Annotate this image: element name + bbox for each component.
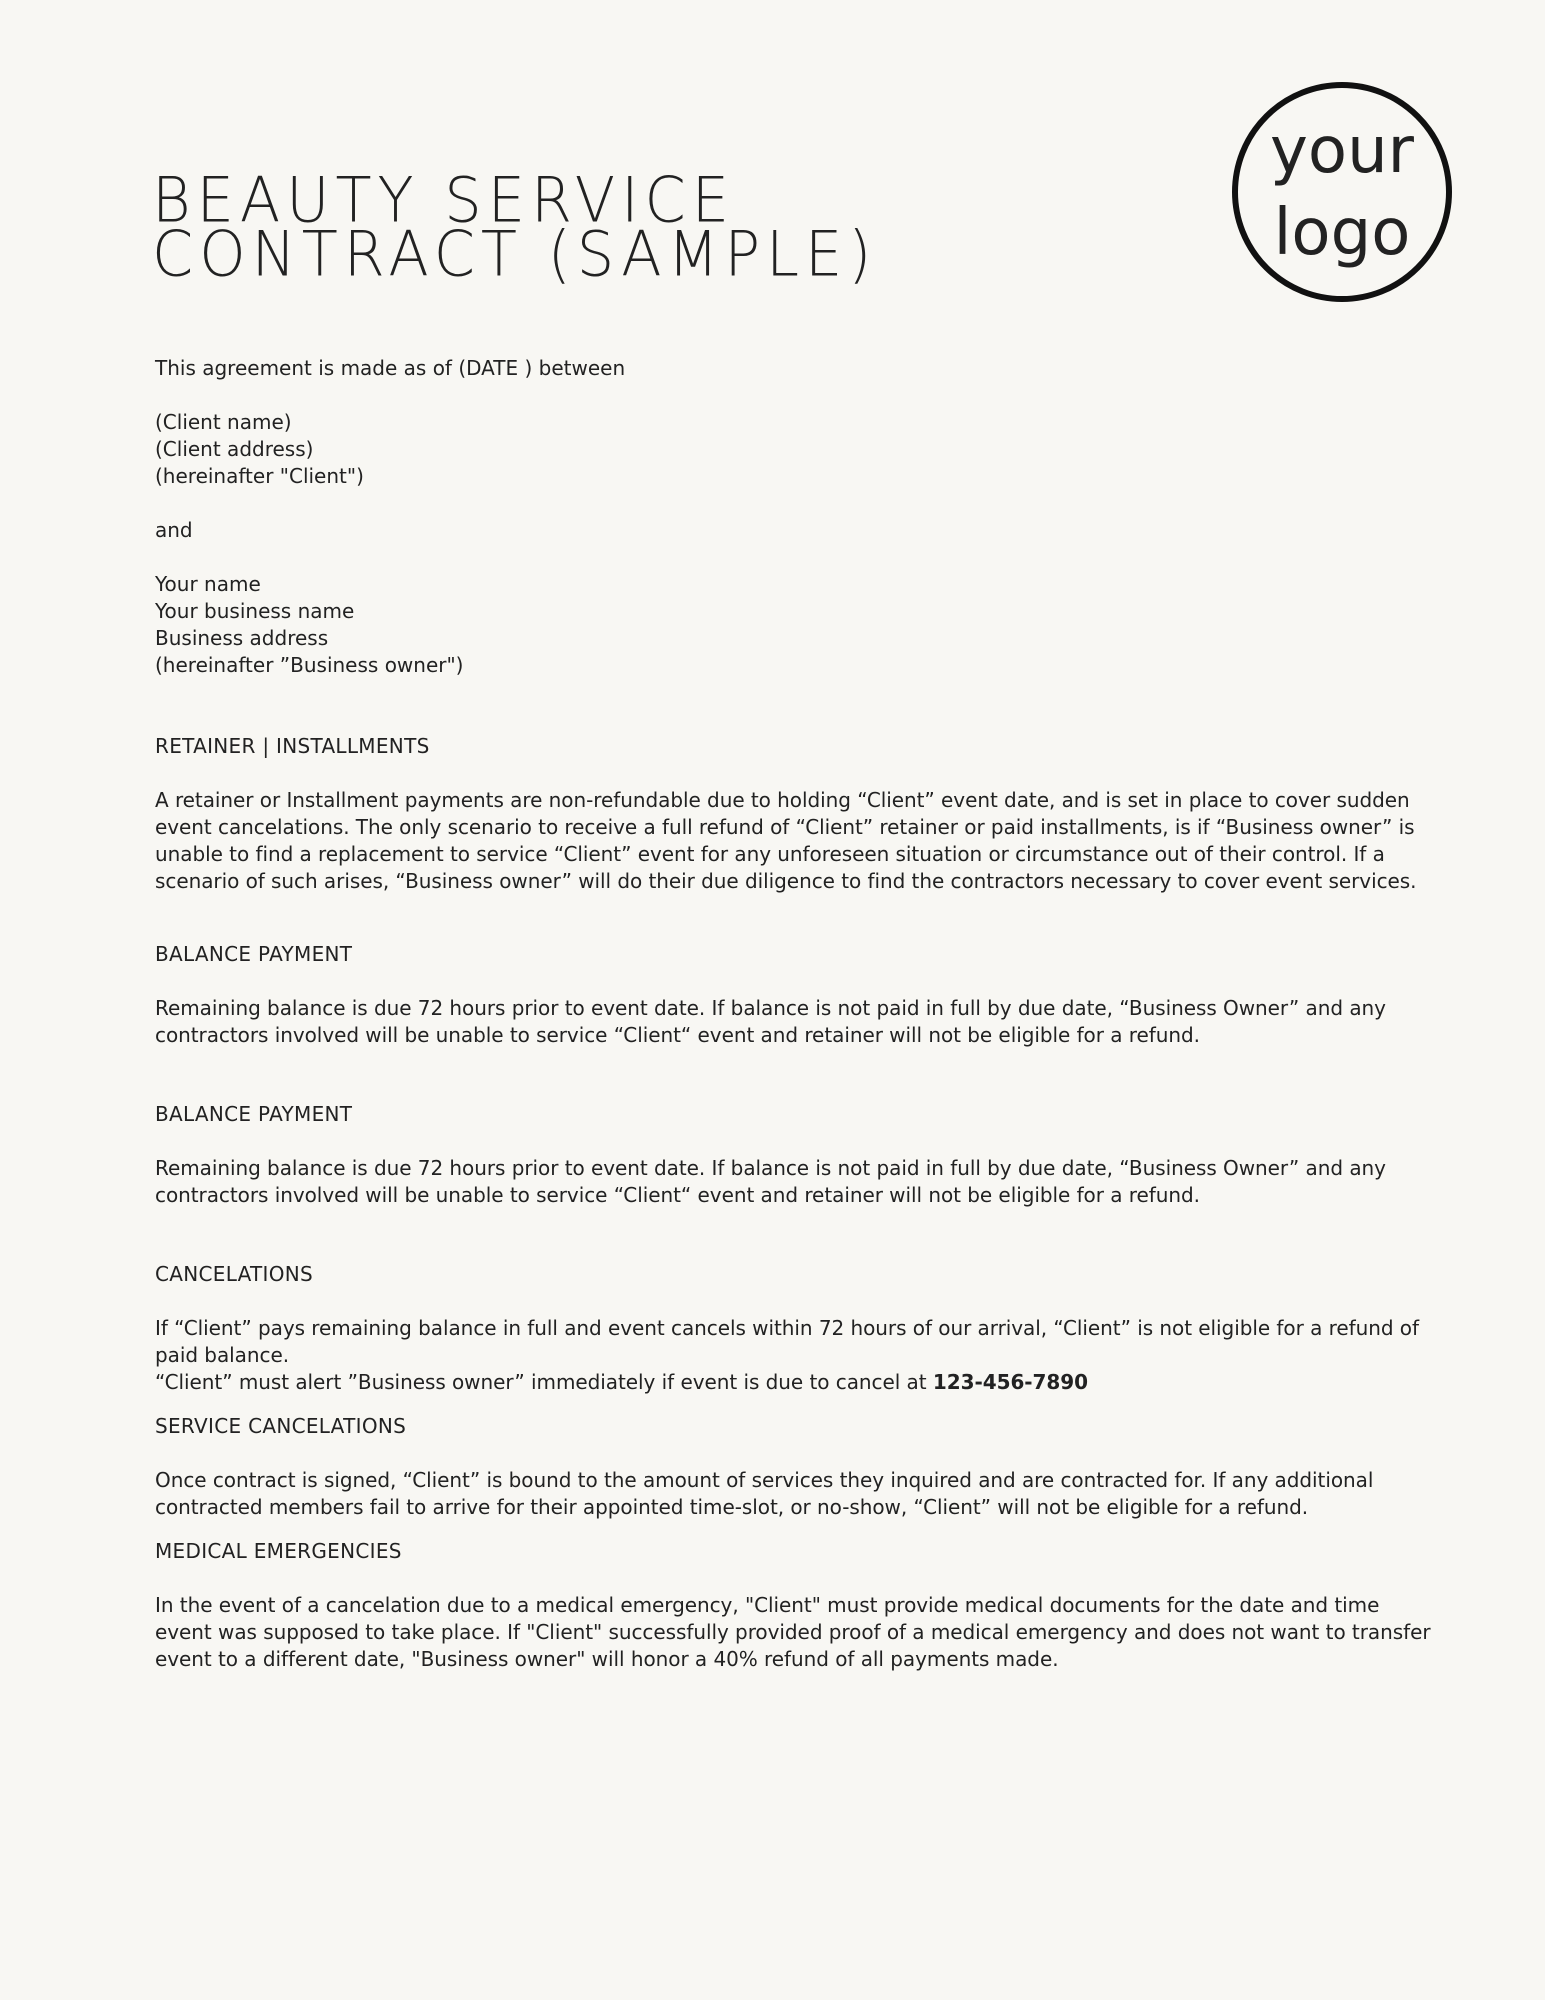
owner-name: Your name	[155, 572, 261, 596]
title-line-1: BEAUTY SERVICE	[152, 163, 736, 237]
medical-emergencies-body: In the event of a cancelation due to a medical emergency, "Client" must provide medical documents for the date and time event was supposed to take place. If "Client" successfully provided proof of a medical emergency and does not want to transfer event to a different date, "Business owner" will honor a 40% refund of all payments made.	[155, 1593, 1431, 1671]
title-line-2: CONTRACT (SAMPLE)	[152, 217, 878, 291]
client-label: (hereinafter "Client")	[155, 464, 364, 488]
logo-placeholder	[1232, 82, 1452, 302]
balance-payment-body: Remaining balance is due 72 hours prior to event date. If balance is not paid in full by due date, “Business Owner” and any contractors involved will be unable to service “Client“ event and retainer will not be eligible for a refund.	[155, 996, 1386, 1047]
cancelations-body: If “Client” pays remaining balance in full and event cancels within 72 hours of our arrival, “Client” is not eligible for a refund of paid balance.	[155, 1316, 1419, 1367]
balance-payment-heading: BALANCE PAYMENT	[155, 942, 353, 966]
phone-number: 123-456-7890	[932, 1370, 1089, 1394]
service-cancelations-heading: SERVICE CANCELATIONS	[155, 1414, 407, 1438]
contract-body	[155, 355, 1435, 1673]
service-cancelations-body: Once contract is signed, “Client” is bound to the amount of services they inquired and are contracted for. If any additional contracted members fail to arrive for their appointed time-slot, or no-show, “Client” will not be eligible for a refund.	[155, 1468, 1374, 1519]
retainer-heading: RETAINER | INSTALLMENTS	[155, 734, 430, 758]
logo-text-line-1: your	[1270, 114, 1414, 188]
owner-label: (hereinafter ”Business owner")	[155, 653, 464, 677]
cancelations-contact	[155, 1369, 1435, 1396]
and-text: and	[155, 518, 193, 542]
medical-emergencies-heading: MEDICAL EMERGENCIES	[155, 1539, 402, 1563]
owner-details	[155, 571, 1435, 679]
agreement-intro: This agreement is made as of (DATE ) between	[155, 356, 626, 380]
client-address: (Client address)	[155, 437, 314, 461]
client-name: (Client name)	[155, 410, 292, 434]
cancelations-contact-text: “Client” must alert ”Business owner” immediately if event is due to cancel at	[155, 1370, 933, 1394]
balance-payment-heading-2: BALANCE PAYMENT	[155, 1102, 353, 1126]
balance-payment-body-2: Remaining balance is due 72 hours prior to event date. If balance is not paid in full by due date, “Business Owner” and any contractors involved will be unable to service “Client“ event and retainer will not be eligible for a refund.	[155, 1156, 1386, 1207]
retainer-body: A retainer or Installment payments are non-refundable due to holding “Client” event date, and is set in place to cover sudden event cancelations. The only scenario to receive a full refund of “Client” retainer or paid installments, is if “Business owner” is unable to find a replacement to service “Client” event for any unforeseen situation or circumstance out of their control. If a scenario of such arises, “Business owner” will do their due diligence to find the contractors necessary to cover event services.	[155, 788, 1417, 893]
owner-business-name: Your business name	[155, 599, 355, 623]
page-title	[152, 163, 878, 291]
client-details	[155, 409, 1435, 490]
cancelations-heading: CANCELATIONS	[155, 1262, 314, 1286]
owner-address: Business address	[155, 626, 329, 650]
logo-text-line-2: logo	[1273, 196, 1411, 270]
